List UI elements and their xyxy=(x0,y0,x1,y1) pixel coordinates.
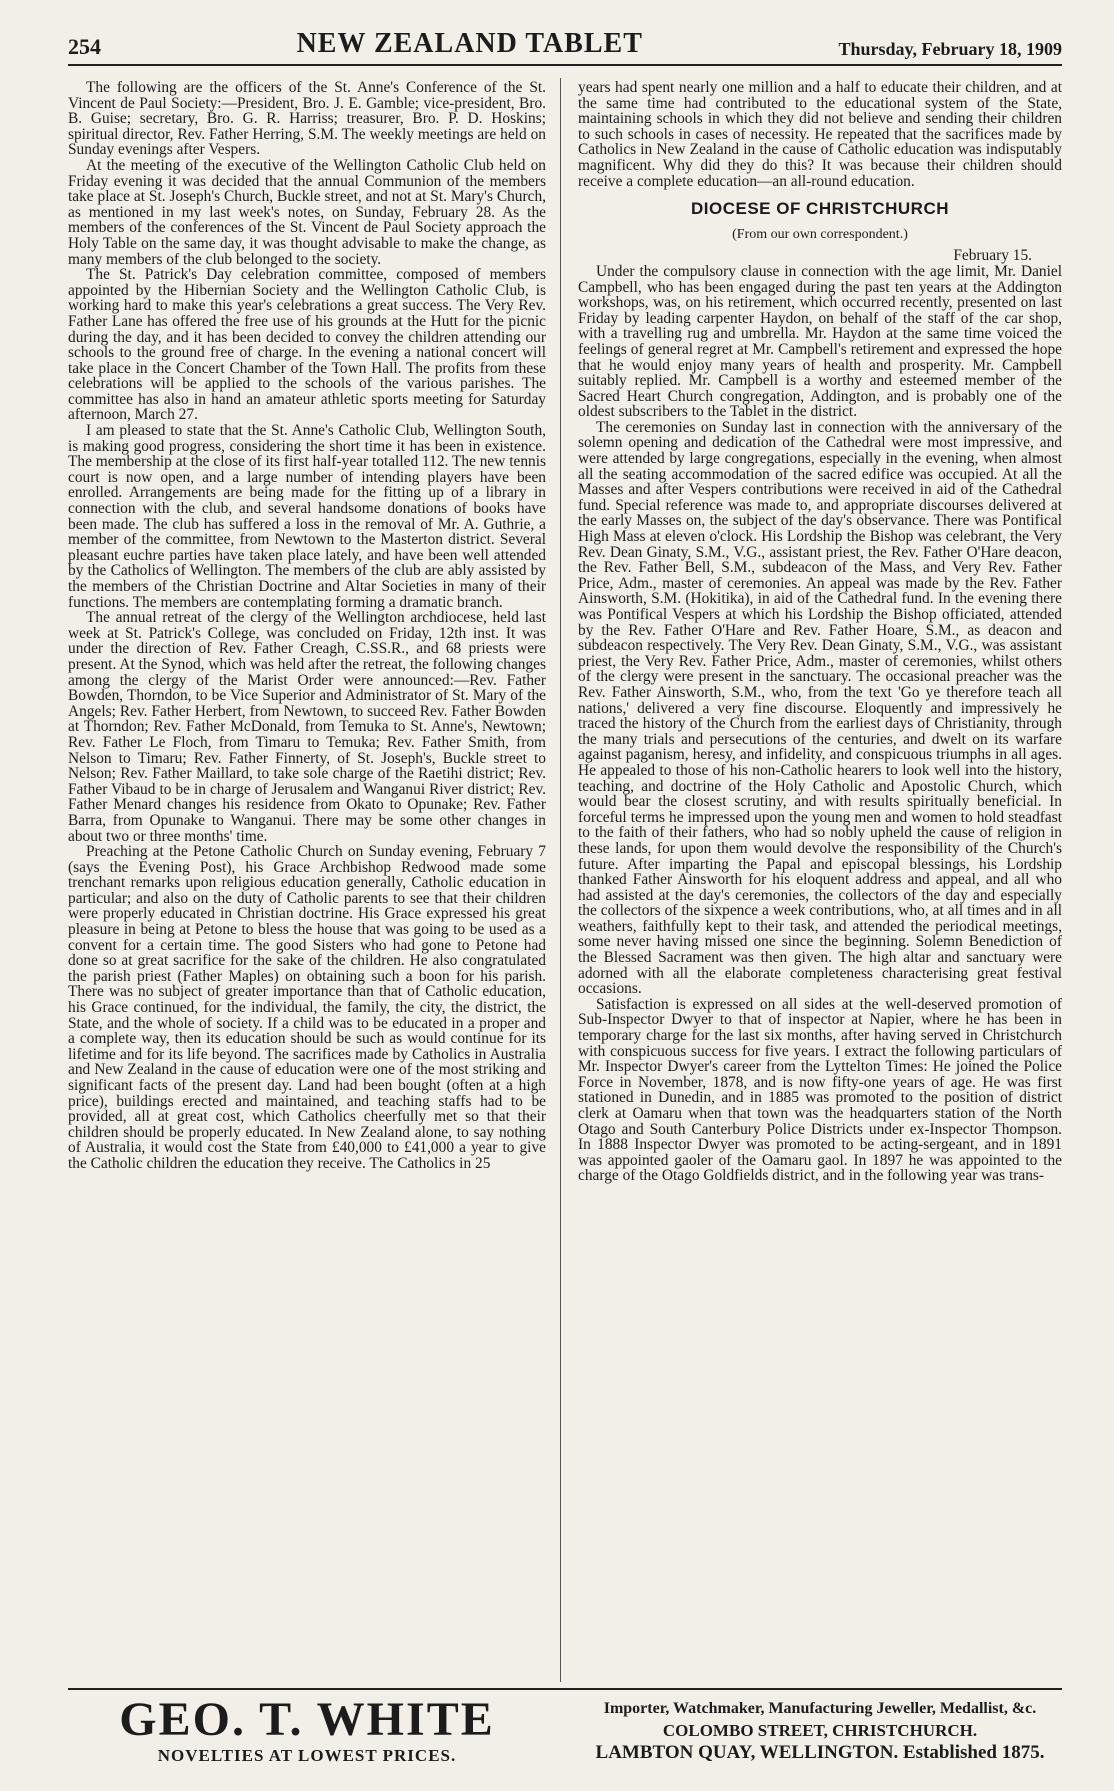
advertiser-address-christchurch: COLOMBO STREET, CHRISTCHURCH. xyxy=(662,1721,978,1740)
article-paragraph: The ceremonies on Sunday last in connection with the anniversary of the solemn opening and dedication of the Cathedral were most impressive, and were attended by large congregations, especially in the evening, when almost all the seating accommodation of the sacred edifice was occupied. At all the Masses and after Vespers contributions were received in aid of the Cathedral fund. Special reference was made to, and appropriate discourses delivered at the early Masses on, the subject of the day's observance. There was Pontifical High Mass at eleven o'clock. His Lordship the Bishop was celebrant, the Very Rev. Dean Ginaty, S.M., V.G., assistant priest, the Rev. Father O'Hare deacon, the Rev. Father Bell, S.M., subdeacon of the Mass, and Very Rev. Father Price, Adm., master of ceremonies. An appeal was made by the Rev. Father Ainsworth, S.M. (Hokitika), in aid of the Cathedral fund. In the evening there was Pontifical Vespers at which his Lordship the Bishop officiated, attended by the Rev. Father O'Hare and Rev. Father Hoare, S.M., as deacon and subdeacon respectively. The Very Rev. Dean Ginaty, S.M., V.G., was assistant priest, the Very Rev. Father Price, Adm., master of ceremonies, whilst others of the clergy were present in the sanctuary. The occasional preacher was the Rev. Father Ainsworth, S.M., who, from the text 'Go ye therefore teach all nations,' delivered a very fine discourse. Eloquently and impressively he traced the history of the Church from the earliest days of Christianity, through the many trials and persecutions of the centuries, and dwelt on its warfare against paganism, heresy, and infidelity, and conspicuous triumphs in all ages. He appealed to those of his non-Catholic hearers to look well into the history, teaching, and doctrine of the Holy Catholic and Apostolic Church, which would bear the closest scrutiny, and with results spiritually beneficial. In forceful terms he impressed upon the young men and women to hold steadfast to the faith of their fathers, who had so nobly upheld the cause of religion in these lands, for upon them would devolve the responsibility of the Church's future. After imparting the Papal and episcopal blessings, his Lordship thanked Father Ainsworth for his eloquent address and appeal, and all who had assisted at the day's ceremonies, the collectors of the day and especially the collectors of the sixpence a week contributions, who, at all times and in all weathers, faithfully kept to their task, and attended the periodical meetings, some never having missed one since the beginning. Solemn Benediction of the Blessed Sacrament was then given. The high altar and sanctuary were adorned with all the elaborate completeness characterising great festival occasions. xyxy=(578,418,1062,998)
advertisement-right xyxy=(578,1698,1062,1780)
right-column xyxy=(578,80,1062,1682)
advertiser-tagline: NOVELTIES AT LOWEST PRICES. xyxy=(157,1746,457,1765)
article-paragraph: The St. Patrick's Day celebration committee, composed of members appointed by the Hibernian Society and the Wellington Catholic Club, is working hard to make this year's celebrations a great success. The Very Rev. Father Lane has offered the free use of his grounds at the Hutt for the picnic during the day, and it has been decided to convey the children attending our schools to the ground free of charge. In the evening a national concert will take place in the Concert Chamber of the Town Hall. The profits from these celebrations will be applied to the schools of the various parishes. The committee has also in hand an amateur athletic sports meeting for Saturday afternoon, March 27. xyxy=(68,266,546,424)
advertiser-address-wellington: LAMBTON QUAY, WELLINGTON. Established 1875. xyxy=(595,1742,1045,1763)
continued-paragraph: years had spent nearly one million and a half to educate their children, and at the same time had contributed to the educational system of the State, maintaining schools in which they did not believe and sending their children to such schools in cases of necessity. He repeated that the sacrifices made by Catholics in New Zealand in the cause of Catholic education was indisputably magnificent. Why did they do this? It was because their children should receive a complete education—an all-round education. xyxy=(578,80,1062,190)
column-divider xyxy=(560,78,561,1682)
advertisement-left xyxy=(68,1694,546,1780)
article-paragraph: Under the compulsory clause in connection with the age limit, Mr. Daniel Campbell, who has been engaged during the past ten years at the Addington workshops, was, on his retirement, which occurred recently, presented on last Friday by leading carpenter Haydon, on behalf of the staff of the car shop, with a travelling rug and umbrella. Mr. Haydon at the same time voiced the feelings of general regret at Mr. Campbell's retirement and expressed the hope that he would enjoy many years of health and prosperity. Mr. Campbell suitably replied. Mr. Campbell is a worthy and esteemed member of the Sacred Heart Church congregation, Addington, and is probably one of the oldest subscribers to the Tablet in the district. xyxy=(578,262,1062,421)
article-paragraph: The annual retreat of the clergy of the Wellington archdiocese, held last week at St. Patrick's College, was concluded on Friday, 12th inst. It was under the direction of Rev. Father Creagh, C.SS.R., and 68 priests were present. At the Synod, which was held after the retreat, the following changes among the clergy of the Marist Order were announced:—Rev. Father Bowden, Thorndon, to be Vice Superior and Administrator of St. Mary of the Angels; Rev. Father Herbert, from Newtown, to succeed Rev. Father Bowden at Thorndon; Rev. Father McDonald, from Temuka to St. Anne's, Newtown; Rev. Father Le Floch, from Timaru to Temuka; Rev. Father Smith, from Nelson to Timaru; Rev. Father Finnerty, of St. Joseph's, Buckle street to Nelson; Rev. Father Maillard, to take sole charge of the Raetihi district; Rev. Father Vibaud to be in charge of Jerusalem and Wanganui River district; Rev. Father Menard changes his residence from Okato to Opunake; Rev. Father Barra, from Opunake to Wanganui. There may be some other changes in about two or three months' time. xyxy=(68,609,546,845)
article-paragraph: The following are the officers of the St. Anne's Conference of the St. Vincent de Paul Society:—President, Bro. J. E. Gamble; vice-president, Bro. B. Guise; secretary, Bro. G. R. Harriss; treasurer, Bro. P. D. Hoskins; spiritual director, Rev. Father Herring, S.M. The weekly meetings are held on Sunday evenings after Vespers. xyxy=(68,80,546,159)
page-number: 254 xyxy=(68,34,101,59)
left-column xyxy=(68,80,546,1682)
advertiser-trades: Importer, Watchmaker, Manufacturing Jeweller, Medallist, &c. xyxy=(603,1700,1037,1717)
dateline: February 15. xyxy=(953,247,1032,265)
section-heading: DIOCESE OF CHRISTCHURCH xyxy=(690,199,949,219)
masthead xyxy=(68,20,1062,66)
article-paragraph: Preaching at the Petone Catholic Church on Sunday evening, February 7 (says the Evening Post), his Grace Archbishop Redwood made some trenchant remarks upon religious education generally, Catholic education in particular; and also on the duty of Catholic parents to see that their children were properly educated in Christian doctrine. His Grace expressed his great pleasure in being at Petone to bless the house that was going to be used as a convent for a certain time. The good Sisters who had gone to Petone had done so at great sacrifice for the sake of the children. He also congratulated the parish priest (Father Maples) on obtaining such a boon for his parish. There was no subject of greater importance than that of Catholic education, his Grace continued, for the individual, the family, the city, the district, the State, and the whole of society. If a child was to be educated in a proper and a complete way, then its education should be such as would continue for its lifetime and for its life beyond. The sacrifices made by Catholics in Australia and New Zealand in the cause of education were one of the most striking and significant facts of the present day. Land had been bought (often at a high price), buildings erected and maintained, and teaching staffs had to be provided, all at great cost, which Catholics cheerfully met so that their children should be properly educated. In New Zealand alone, to say nothing of Australia, it would cost the State from £40,000 to £41,000 a year to give the Catholic children the education they receive. The Catholics in 25 xyxy=(68,843,546,1172)
advertiser-name: GEO. T. WHITE xyxy=(119,1693,495,1746)
article-paragraph: Satisfaction is expressed on all sides at the well-deserved promotion of Sub-Inspector Dwyer to that of inspector at Napier, where he has been in temporary charge for the last six months, after having served in Christchurch with conspicuous success for five years. I extract the following particulars of Mr. Inspector Dwyer's career from the Lyttelton Times: He joined the Police Force in November, 1878, and is now fifty-one years of age. He was first stationed in Dunedin, and in 1885 was promoted to the position of district clerk at Oamaru when that town was the headquarters station of the North Otago and South Canterbury Police Districts under ex-Inspector Thompson. In 1888 Inspector Dwyer was promoted to be acting-sergeant, and in 1891 was appointed gaoler of the Oamaru gaol. In 1897 he was appointed to the charge of the Otago Goldfields district, and in the following year was trans- xyxy=(578,995,1062,1185)
footer-rule xyxy=(68,1688,1062,1690)
article-paragraph: At the meeting of the executive of the Wellington Catholic Club held on Friday evening it was decided that the annual Communion of the members take place at St. Joseph's Church, Buckle street, and not at St. Mary's Church, as mentioned in my last week's notes, on Sunday, February 28. As the members of the conferences of the St. Vincent de Paul Society approach the Holy Table on the same day, it was thought advisable to make the change, as many members of the club belonged to the society. xyxy=(68,156,546,268)
newspaper-title: NEW ZEALAND TABLET xyxy=(296,28,643,59)
article-paragraph: I am pleased to state that the St. Anne's Catholic Club, Wellington South, is making good progress, considering the short time it has been in existence. The membership at the close of its first half-year totalled 112. The new tennis court is now open, and a large number of intending players have been enrolled. Arrangements are being made for the fitting up of a library in connection with the club, and several handsome donations of books have been made. The club has suffered a loss in the removal of Mr. A. Guthrie, a member of the committee, from Newtown to the Masterton district. Several pleasant euchre parties have taken place lately, and have been well attended by the Catholics of Wellington. The members of the club are ably assisted by the members of the Christian Doctrine and Altar Societies in many of their functions. The members are contemplating forming a dramatic branch. xyxy=(68,422,546,611)
issue-date: Thursday, February 18, 1909 xyxy=(838,39,1062,59)
correspondent-note: (From our own correspondent.) xyxy=(732,226,908,242)
